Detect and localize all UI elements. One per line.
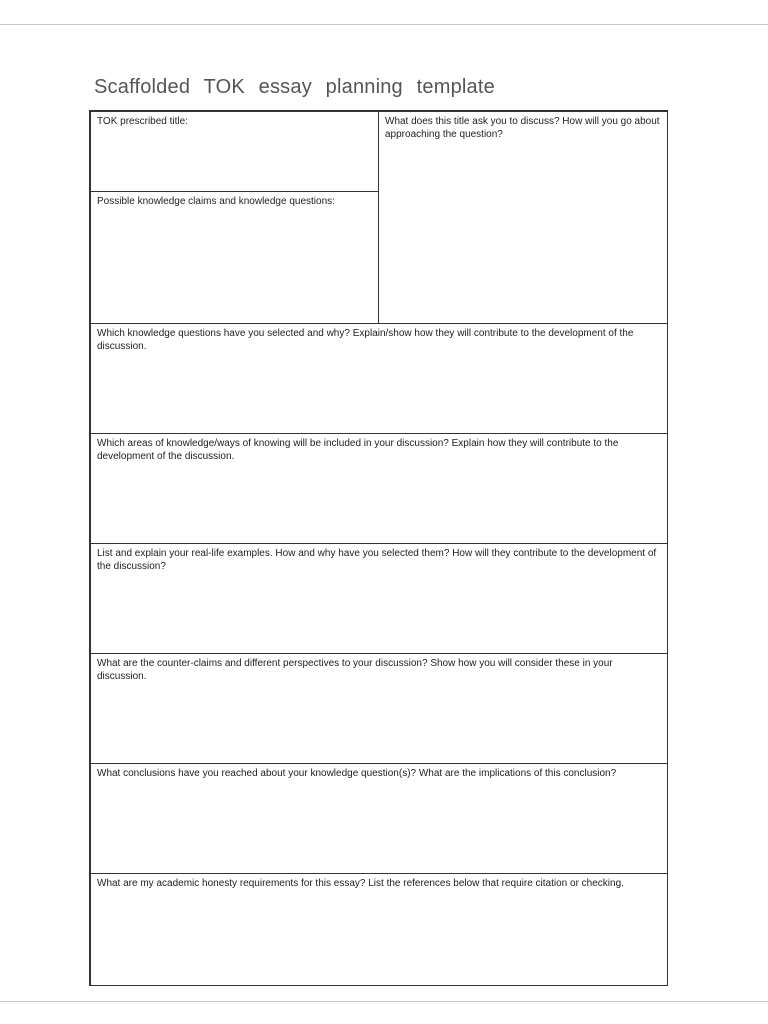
scan-edge-bottom (0, 1001, 768, 1002)
real-life-examples-label: List and explain your real-life examples. How and why have you selected them? How will they contribute to the development of the discussion? (97, 548, 657, 572)
areas-of-knowledge-label: Which areas of knowledge/ways of knowing will be included in your discussion? Explain how they will contribute to the development of the discussion. (97, 438, 619, 462)
academic-honesty-box[interactable] (90, 873, 668, 986)
prescribed-title-label: TOK prescribed title: (97, 116, 188, 127)
conclusions-box[interactable] (90, 763, 668, 874)
knowledge-claims-label: Possible knowledge claims and knowledge questions: (97, 196, 335, 207)
knowledge-claims-box[interactable] (90, 191, 379, 324)
areas-of-knowledge-box[interactable] (90, 433, 668, 544)
planning-form (89, 110, 668, 986)
conclusions-label: What conclusions have you reached about your knowledge question(s)? What are the implications of this conclusion? (97, 768, 617, 779)
selected-questions-label: Which knowledge questions have you selected and why? Explain/show how they will contribute to the development of the discussion. (97, 328, 634, 352)
counter-claims-box[interactable] (90, 653, 668, 764)
real-life-examples-box[interactable] (90, 543, 668, 654)
counter-claims-label: What are the counter-claims and different perspectives to your discussion? Show how you will consider these in your discussion. (97, 658, 613, 682)
selected-questions-box[interactable] (90, 323, 668, 434)
scan-edge-top (0, 24, 768, 25)
title-discussion-box[interactable] (378, 111, 668, 324)
academic-honesty-label: What are my academic honesty requirements for this essay? List the references below that require citation or checking. (97, 878, 624, 889)
prescribed-title-box[interactable] (90, 111, 379, 192)
page-title: Scaffolded TOK essay planning template (94, 76, 495, 98)
title-discussion-label: What does this title ask you to discuss? How will you go about approaching the question? (385, 116, 660, 140)
